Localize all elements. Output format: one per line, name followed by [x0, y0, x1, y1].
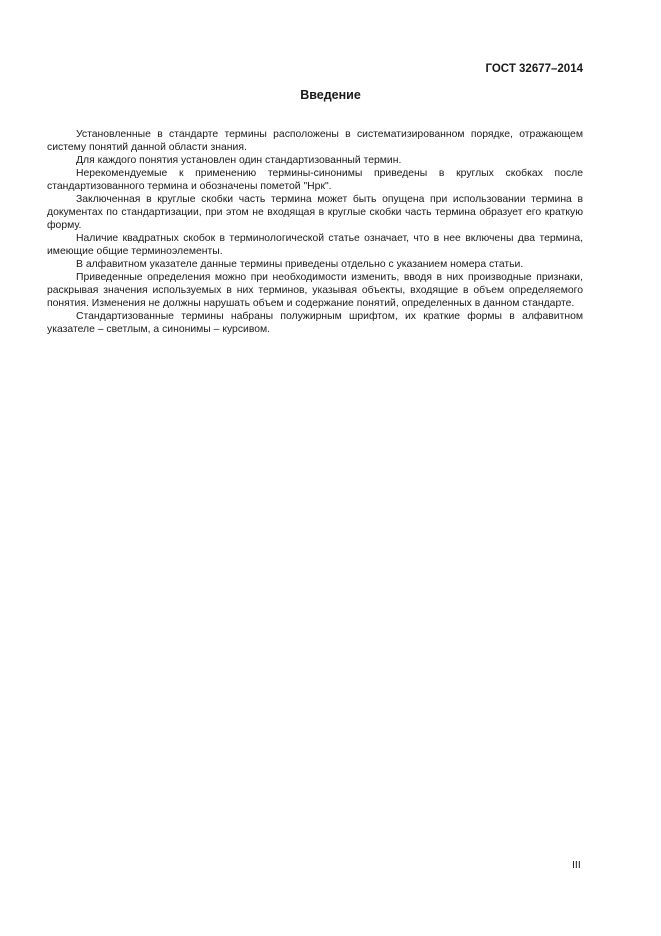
document-code: ГОСТ 32677–2014: [485, 63, 583, 75]
section-title: Введение: [300, 88, 361, 102]
paragraph: Установленные в стандарте термины расположены в систематизированном порядке, отражающем систему понятий данной области знания.: [47, 129, 583, 153]
paragraph: Стандартизованные термины набраны полужирным шрифтом, их краткие формы в алфавитном указателе – светлым, а синонимы – курсивом.: [47, 311, 583, 335]
page-number: III: [572, 859, 581, 871]
paragraph: Наличие квадратных скобок в терминологической статье означает, что в нее включены два термина, имеющие общие терминоэлементы.: [47, 233, 583, 257]
paragraph: Приведенные определения можно при необходимости изменить, вводя в них производные признаки, раскрывая значения используемых в них терминов, указывая объекты, входящие в объем определяемого понятия. Изменения не должны нарушать объем и содержание понятий, определенных в данном стандарте.: [47, 272, 583, 309]
paragraph: Заключенная в круглые скобки часть термина может быть опущена при использовании термина в документах по стандартизации, при этом не входящая в круглые скобки часть термина образует его краткую форму.: [47, 194, 583, 231]
paragraph: В алфавитном указателе данные термины приведены отдельно с указанием номера статьи.: [76, 259, 524, 270]
body-text: [47, 128, 583, 336]
paragraph: Нерекомендуемые к применению термины-синонимы приведены в круглых скобках после стандартизованного термина и обозначены пометой "Нрк".: [47, 168, 583, 192]
paragraph: Для каждого понятия установлен один стандартизованный термин.: [76, 155, 402, 166]
